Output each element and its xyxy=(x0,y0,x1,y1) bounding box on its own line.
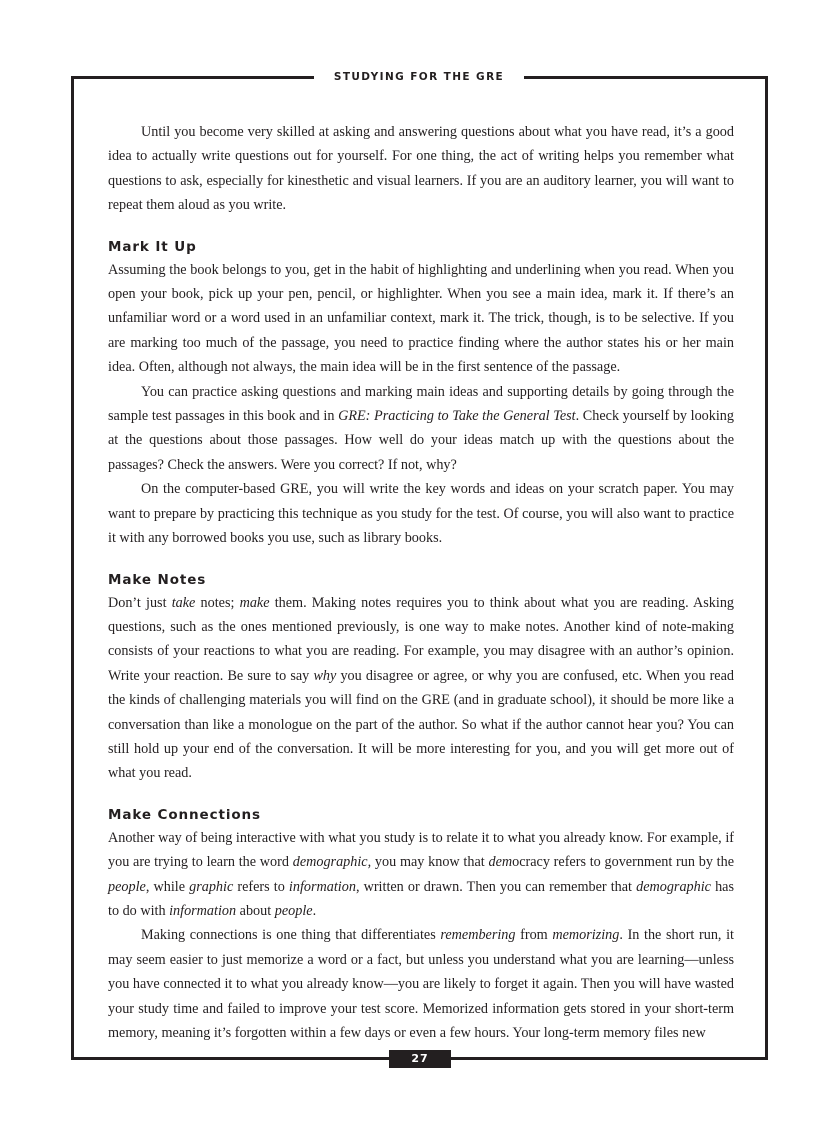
emphasis: why xyxy=(313,667,337,684)
emphasis: dem xyxy=(488,854,513,871)
text-span: , while xyxy=(145,878,190,895)
make-connections-paragraph-2 xyxy=(108,923,734,1045)
text-span: them. Making notes requires you to think about what you are reading. Asking questions, such as the ones mentioned previously, is one way to make notes. Another kind of note-making consists of your reactions to what you are reading. For example, you may disagree with an author’s opinion. Write your reaction. Be sure to say xyxy=(108,594,735,684)
page-number: 27 xyxy=(389,1050,451,1068)
text-span: ocracy refers to government run by the xyxy=(512,854,735,871)
emphasis: people xyxy=(274,902,313,919)
emphasis: graphic xyxy=(189,878,234,895)
text-span: Another way of being interactive with what you study is to relate it to what you already know. For example, if you are trying to learn the word xyxy=(108,829,734,871)
header-rule-left xyxy=(71,76,314,79)
emphasis: make xyxy=(239,594,270,611)
book-title: GRE: Practicing to Take the General Test xyxy=(338,408,576,425)
emphasis: take xyxy=(171,594,196,611)
text-span: from xyxy=(515,927,553,944)
text-span: . Check yourself by looking at the questions about those passages. How well do your ideas match up with the questions about the passages? Check the answers. Were you correct? If not, why? xyxy=(108,408,734,473)
mark-it-up-paragraph-3: On the computer-based GRE, you will write the key words and ideas on your scratch paper. You may want to prepare by practicing this technique as you study for the test. Of course, you will also want to practice it with any borrowed books you use, such as library books. xyxy=(108,481,734,547)
text-span: . In the short run, it may seem easier to just memorize a word or a fact, but unless you understand what you are learning—unless you have connected it to what you already know—you are likely to forget it again. Then you will have wasted your study time and failed to improve your test score. Memorized information gets stored in your short-term memory, meaning it’s forgotten within a few days or even a few hours. Your long-term memory files new xyxy=(108,927,734,1041)
text-span: You can practice asking questions and marking main ideas and supporting details by going through the sample test passages in this book and in xyxy=(108,383,734,425)
text-span: you may know that xyxy=(371,854,489,871)
mark-it-up-paragraph-1: Assuming the book belongs to you, get in the habit of highlighting and underlining when you read. When you open your book, pick up your pen, pencil, or highlighter. When you see a main idea, mark it. If there’s an unfamiliar word or a word used in an unfamiliar context, mark it. The trick, though, is to be selective. If you are marking too much of the passage, you need to practice finding where the author states his or her main idea. Often, although not always, the main idea will be in the first sentence of the passage. xyxy=(108,261,734,376)
emphasis: information xyxy=(288,878,356,895)
make-connections-paragraph-1 xyxy=(108,826,734,924)
footer-rule-right xyxy=(451,1057,768,1060)
page-body xyxy=(108,120,734,1045)
text-span: has to do with xyxy=(108,878,735,919)
text-span: notes; xyxy=(195,594,240,611)
text-span: . xyxy=(312,902,317,919)
emphasis: information xyxy=(169,902,237,919)
text-span: you disagree or agree, or why you are confused, etc. When you read the kinds of challenging materials you will find on the GRE (and in graduate school), it should be more like a conversation than like a monologue on the part of the author. So what if the author cannot hear you? You can still hold up your end of the conversation. It will be more interesting for you, and you will get more out of what you read. xyxy=(108,667,734,782)
text-span: Don’t just xyxy=(108,594,172,611)
mark-it-up-paragraph-2 xyxy=(108,380,734,478)
make-notes-paragraph xyxy=(108,591,734,786)
section-heading-mark-it-up: Mark It Up xyxy=(108,238,197,255)
emphasis: remembering xyxy=(440,927,516,944)
text-span: , written or drawn. Then you can remember that xyxy=(355,878,637,895)
text-span: refers to xyxy=(233,878,289,895)
text-span: Making connections is one thing that differentiates xyxy=(141,927,441,944)
section-heading-make-notes: Make Notes xyxy=(108,571,207,588)
running-head: STUDYING FOR THE GRE xyxy=(333,71,505,83)
emphasis: people xyxy=(108,878,146,895)
emphasis: demographic, xyxy=(292,854,372,871)
footer-rule-left xyxy=(71,1057,389,1060)
section-heading-make-connections: Make Connections xyxy=(108,806,261,823)
text-span: about xyxy=(236,902,275,919)
emphasis: demographic xyxy=(636,878,711,895)
emphasis: memorizing xyxy=(552,927,620,944)
intro-paragraph: Until you become very skilled at asking and answering questions about what you have read, it’s a good idea to actually write questions out for yourself. For one thing, the act of writing helps you remember what questions to ask, especially for kinesthetic and visual learners. If you are an auditory learner, you will want to repeat them aloud as you write. xyxy=(108,124,734,214)
header-rule-right xyxy=(524,76,768,79)
